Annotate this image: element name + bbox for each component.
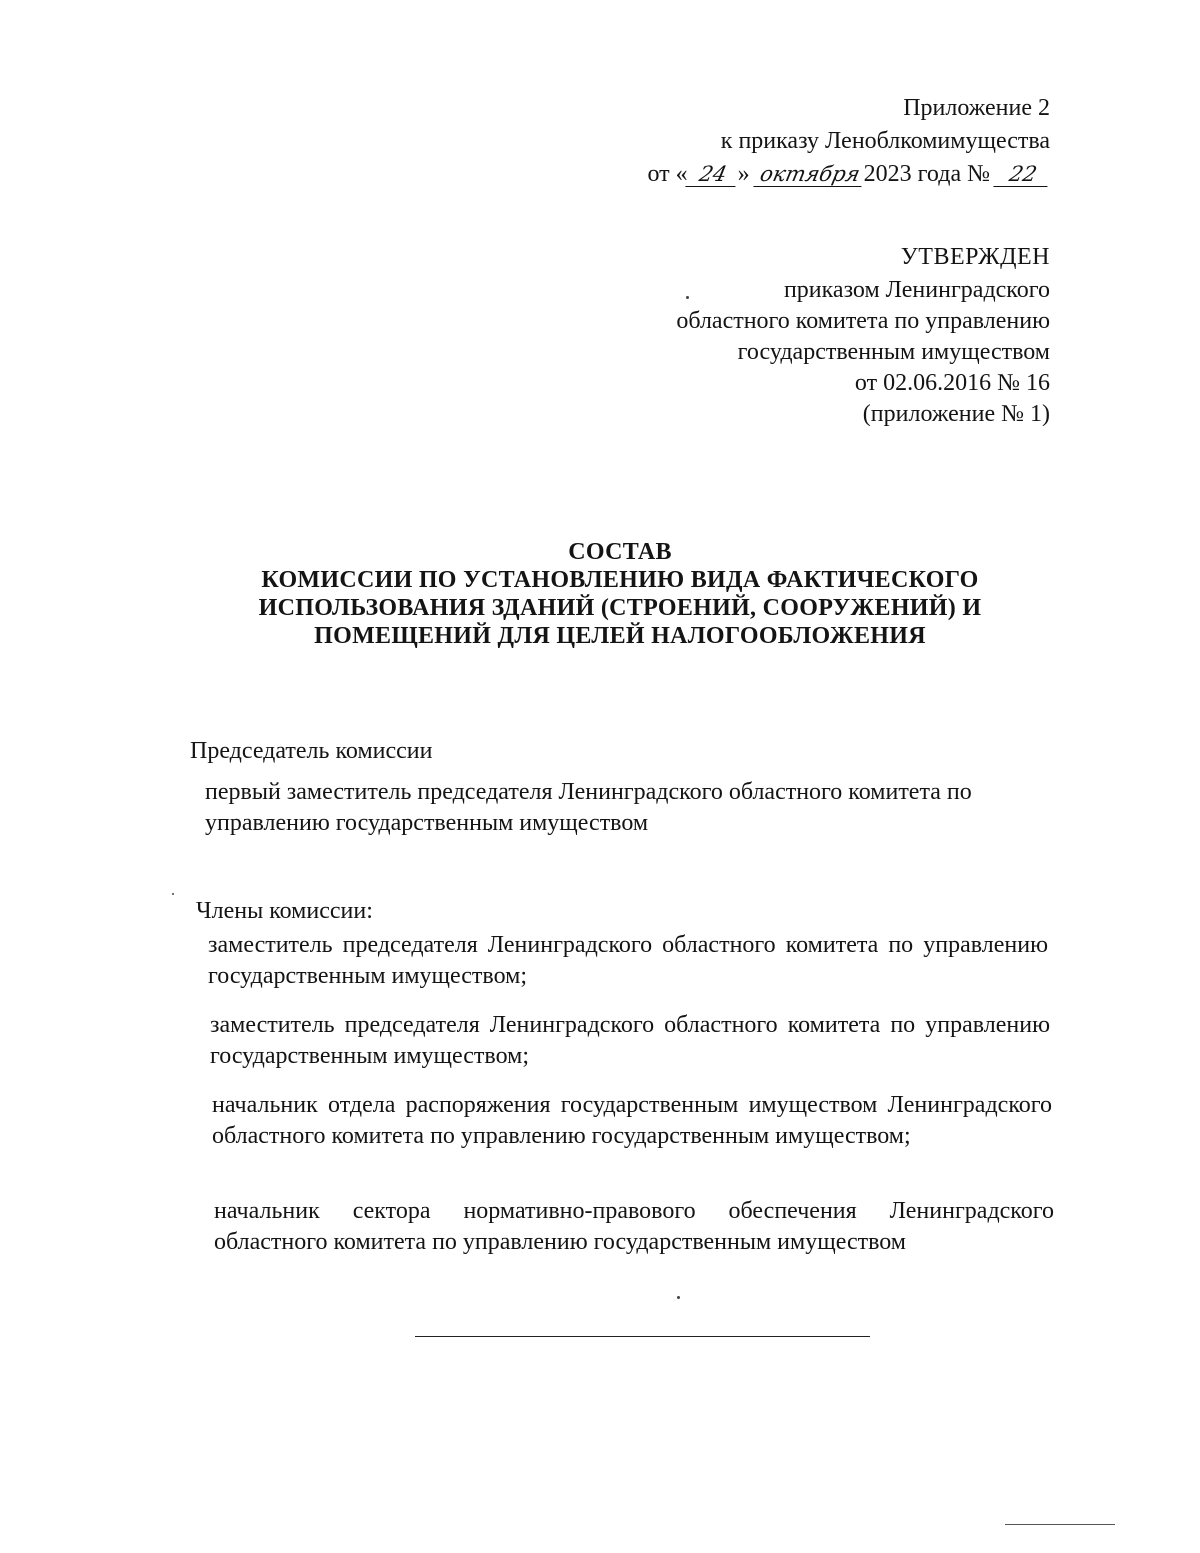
approval-line-2: областного комитета по управлению <box>676 308 1050 334</box>
handwritten-number: 22 <box>993 162 1052 187</box>
scan-speck <box>677 1296 680 1299</box>
date-prefix: от « <box>647 161 688 187</box>
approval-line-5: (приложение № 1) <box>862 401 1050 427</box>
title-line-2: КОМИССИИ ПО УСТАНОВЛЕНИЮ ВИДА ФАКТИЧЕСКОГО <box>261 567 979 593</box>
corner-divider <box>1005 1524 1115 1525</box>
document-title <box>210 538 1030 650</box>
date-mid: » <box>737 161 750 187</box>
members-heading: Члены комиссии: <box>196 898 373 924</box>
member-item-3: начальник отдела распоряжения государственным имуществом Ленинградского областного комитета по управлению государственным имуществом; <box>212 1092 1052 1149</box>
scan-speck <box>172 893 174 895</box>
scan-speck <box>686 296 689 299</box>
appendix-title: Приложение 2 <box>903 95 1050 121</box>
title-line-4: ПОМЕЩЕНИЙ ДЛЯ ЦЕЛЕЙ НАЛОГООБЛОЖЕНИЯ <box>314 623 926 649</box>
approval-line-1: приказом Ленинградского <box>783 277 1050 303</box>
handwritten-month: октября <box>753 162 866 187</box>
date-year: 2023 года № <box>863 161 990 187</box>
appendix-block <box>530 92 1050 191</box>
approval-line-4: от 02.06.2016 № 16 <box>854 370 1050 396</box>
title-line-3: ИСПОЛЬЗОВАНИЯ ЗДАНИЙ (СТРОЕНИЙ, СООРУЖЕНИЙ) И <box>258 595 982 621</box>
appendix-order-ref: к приказу Леноблкомимущества <box>720 128 1050 154</box>
end-divider <box>415 1336 870 1337</box>
member-item-1: заместитель председателя Ленинградского областного комитета по управлению государственным имуществом; <box>208 932 1048 989</box>
handwritten-day: 24 <box>685 162 740 187</box>
chairman-heading: Председатель комиссии <box>190 738 433 764</box>
approval-title: УТВЕРЖДЕН <box>900 244 1050 270</box>
member-item-2: заместитель председателя Ленинградского областного комитета по управлению государственным имуществом; <box>210 1012 1050 1069</box>
chairman-text: первый заместитель председателя Ленинградского областного комитета по управлению государственным имуществом <box>205 779 972 836</box>
approval-line-3: государственным имуществом <box>737 339 1050 365</box>
approval-block <box>490 242 1050 430</box>
title-line-1: СОСТАВ <box>568 539 672 565</box>
appendix-date-line <box>530 158 1050 191</box>
member-item-4: начальник сектора нормативно-правового обеспечения Ленинградского областного комитета по управлению государственным имуществом <box>214 1198 1054 1255</box>
